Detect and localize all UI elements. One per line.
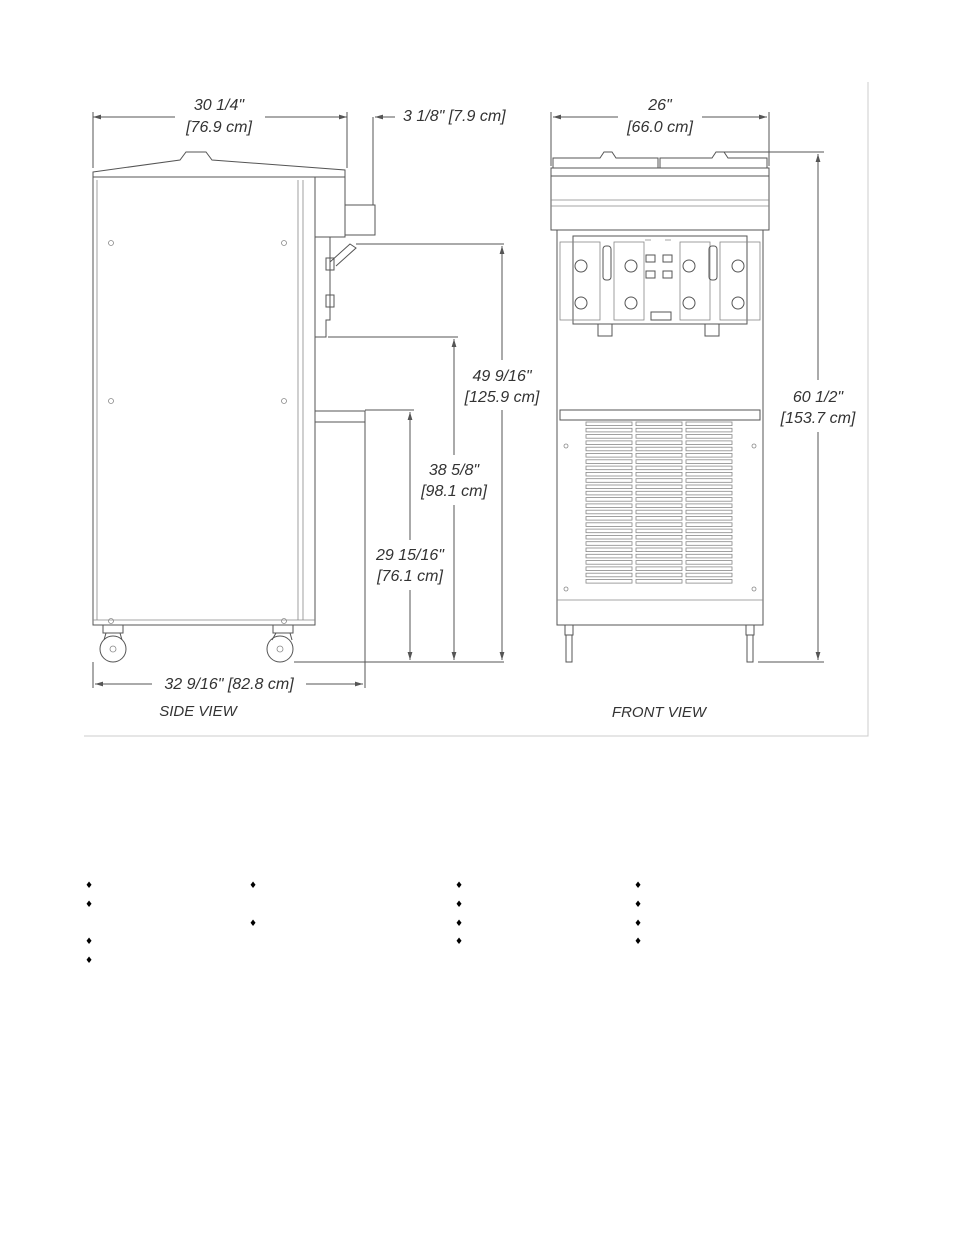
louver-slot xyxy=(586,454,632,458)
louver-slot xyxy=(636,441,682,445)
louver-slot xyxy=(636,542,682,546)
louver-slot xyxy=(586,441,632,445)
louver-slot xyxy=(586,479,632,483)
bullet-marker: ♦ xyxy=(455,881,464,891)
louver-slot xyxy=(586,580,632,584)
louver-slot xyxy=(586,485,632,489)
louver-slot xyxy=(586,510,632,514)
side-view-dimensions xyxy=(93,97,540,720)
bullet-marker: ♦ xyxy=(85,937,94,947)
louver-slot xyxy=(636,435,682,439)
louver-slot xyxy=(686,523,732,527)
louver-slot xyxy=(686,466,732,470)
louver-slot xyxy=(686,491,732,495)
louver-slot xyxy=(586,529,632,533)
louver-slot xyxy=(686,504,732,508)
louver-slot xyxy=(686,580,732,584)
side-height1-cm: [125.9 cm] xyxy=(464,389,540,406)
louver-slot xyxy=(636,466,682,470)
louver-slot xyxy=(586,472,632,476)
louver-slot xyxy=(686,554,732,558)
front-width-cm: [66.0 cm] xyxy=(627,119,693,136)
louver-slot xyxy=(686,472,732,476)
side-offset-label: 3 1/8" [7.9 cm] xyxy=(403,108,506,125)
side-view-machine xyxy=(93,152,504,662)
louver-slot xyxy=(636,554,682,558)
front-height-in: 60 1/2" xyxy=(792,389,844,406)
side-height1-in: 49 9/16" xyxy=(472,368,532,385)
louver-slot xyxy=(586,460,632,464)
louver-slot xyxy=(636,517,682,521)
bullet-marker: ♦ xyxy=(455,900,464,910)
louver-slot xyxy=(686,510,732,514)
louver-slot xyxy=(636,428,682,432)
side-height2-cm: [98.1 cm] xyxy=(421,483,487,500)
louver-slot xyxy=(586,561,632,565)
side-width-cm: [76.9 cm] xyxy=(186,119,252,136)
louver-slot xyxy=(686,422,732,426)
front-height-cm: [153.7 cm] xyxy=(780,410,856,427)
louver-slot xyxy=(586,542,632,546)
louver-slot xyxy=(686,460,732,464)
louver-slot xyxy=(686,517,732,521)
louver-slot xyxy=(586,422,632,426)
bullet-marker: ♦ xyxy=(249,881,258,891)
louver-slot xyxy=(686,435,732,439)
bullet-marker: ♦ xyxy=(455,919,464,929)
louver-slot xyxy=(636,460,682,464)
louver-slot xyxy=(636,561,682,565)
bullet-marker: ♦ xyxy=(85,881,94,891)
louver-slot xyxy=(586,548,632,552)
louver-slot xyxy=(586,435,632,439)
louver-slot xyxy=(686,542,732,546)
louver-slot xyxy=(686,428,732,432)
louver-slot xyxy=(686,479,732,483)
side-height3-cm: [76.1 cm] xyxy=(377,568,443,585)
bullet-marker: ♦ xyxy=(85,956,94,966)
front-width-in: 26" xyxy=(648,97,672,114)
louver-slot xyxy=(686,561,732,565)
louver-slot xyxy=(636,567,682,571)
louver-slot xyxy=(586,498,632,502)
louver-slot xyxy=(586,466,632,470)
louver-slot xyxy=(636,523,682,527)
louver-slot xyxy=(586,447,632,451)
louver-slot xyxy=(636,510,682,514)
louver-slot xyxy=(586,491,632,495)
front-view-dimensions xyxy=(551,97,856,721)
louver-slot xyxy=(636,491,682,495)
louver-slot xyxy=(686,567,732,571)
louver-slot xyxy=(686,548,732,552)
louver-slot xyxy=(636,472,682,476)
louver-slot xyxy=(636,447,682,451)
side-height3-in: 29 15/16" xyxy=(376,547,444,564)
louver-slot xyxy=(586,517,632,521)
louver-slot xyxy=(586,504,632,508)
louver-slot xyxy=(636,504,682,508)
louver-slot xyxy=(586,523,632,527)
bullet-marker: ♦ xyxy=(455,937,464,947)
louver-slot xyxy=(636,529,682,533)
louver-slot xyxy=(686,573,732,577)
drawing-frame xyxy=(84,82,868,736)
side-height2-in: 38 5/8" xyxy=(428,462,480,479)
louver-slot xyxy=(636,535,682,539)
louver-slot xyxy=(686,485,732,489)
bullet-marker: ♦ xyxy=(634,919,643,929)
side-view-caption: SIDE VIEW xyxy=(159,703,237,720)
louver-slot xyxy=(636,580,682,584)
bullet-marker: ♦ xyxy=(634,937,643,947)
louver-slot xyxy=(586,554,632,558)
side-depth-label: 32 9/16" [82.8 cm] xyxy=(164,676,294,693)
louver-slot xyxy=(636,422,682,426)
louver-slot xyxy=(586,535,632,539)
louver-slot xyxy=(686,535,732,539)
bullet-marker: ♦ xyxy=(634,900,643,910)
louver-slot xyxy=(636,498,682,502)
bullet-marker: ♦ xyxy=(634,881,643,891)
louver-slot xyxy=(686,529,732,533)
front-louvers xyxy=(586,422,732,583)
bullet-marker: ♦ xyxy=(249,919,258,929)
front-view-machine xyxy=(551,152,769,662)
bullet-list xyxy=(0,876,954,976)
louver-slot xyxy=(636,548,682,552)
louver-slot xyxy=(636,485,682,489)
louver-slot xyxy=(636,454,682,458)
louver-slot xyxy=(686,441,732,445)
louver-slot xyxy=(686,454,732,458)
louver-slot xyxy=(686,498,732,502)
front-view-caption: FRONT VIEW xyxy=(611,704,707,721)
louver-slot xyxy=(686,447,732,451)
louver-slot xyxy=(636,479,682,483)
louver-slot xyxy=(586,567,632,571)
louver-slot xyxy=(636,573,682,577)
side-width-in: 30 1/4" xyxy=(193,97,245,114)
louver-slot xyxy=(586,428,632,432)
bullet-marker: ♦ xyxy=(85,900,94,910)
louver-slot xyxy=(586,573,632,577)
